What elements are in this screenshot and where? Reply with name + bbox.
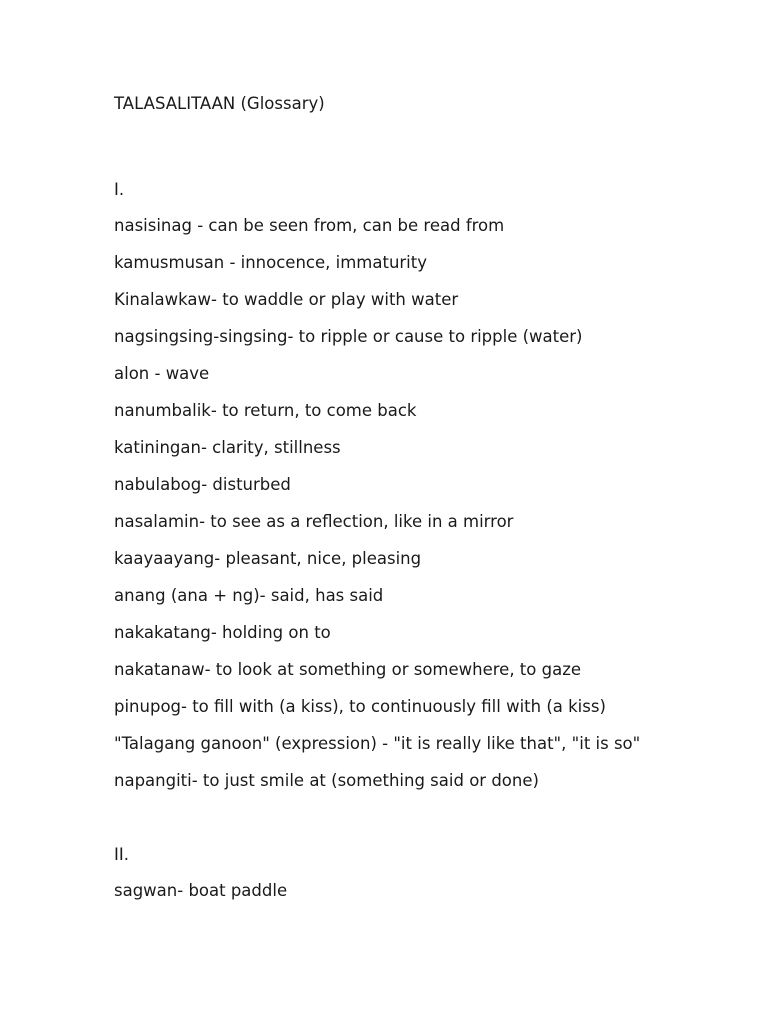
glossary-entry: anang (ana + ng)- said, has said <box>114 586 384 605</box>
section-heading: I. <box>114 180 125 199</box>
glossary-entry: nasisinag - can be seen from, can be read from <box>114 216 505 235</box>
glossary-entry: nakakatang- holding on to <box>114 623 331 642</box>
glossary-entry: kamusmusan - innocence, immaturity <box>114 253 428 272</box>
glossary-list <box>114 214 654 793</box>
glossary-entry: pinupog- to fill with (a kiss), to continuously fill with (a kiss) <box>114 697 606 716</box>
glossary-entry: nanumbalik- to return, to come back <box>114 401 417 420</box>
section-heading: II. <box>114 845 129 864</box>
glossary-list <box>114 879 654 903</box>
glossary-entry: "Talagang ganoon" (expression) - "it is really like that", "it is so" <box>114 734 641 753</box>
glossary-entry: katiningan- clarity, stillness <box>114 438 341 457</box>
glossary-entry: nasalamin- to see as a reflection, like in a mirror <box>114 512 514 531</box>
section-2 <box>114 843 654 903</box>
glossary-entry: alon - wave <box>114 364 210 383</box>
section-1 <box>114 178 654 793</box>
glossary-entry: sagwan- boat paddle <box>114 881 288 900</box>
glossary-entry: nabulabog- disturbed <box>114 475 291 494</box>
glossary-entry: kaayaayang- pleasant, nice, pleasing <box>114 549 422 568</box>
glossary-entry: nakatanaw- to look at something or somewhere, to gaze <box>114 660 582 679</box>
glossary-entry: nagsingsing-singsing- to ripple or cause to ripple (water) <box>114 327 583 346</box>
document-title: TALASALITAAN (Glossary) <box>114 94 325 113</box>
document-page <box>114 92 654 903</box>
glossary-entry: Kinalawkaw- to waddle or play with water <box>114 290 459 309</box>
glossary-entry: napangiti- to just smile at (something said or done) <box>114 771 539 790</box>
